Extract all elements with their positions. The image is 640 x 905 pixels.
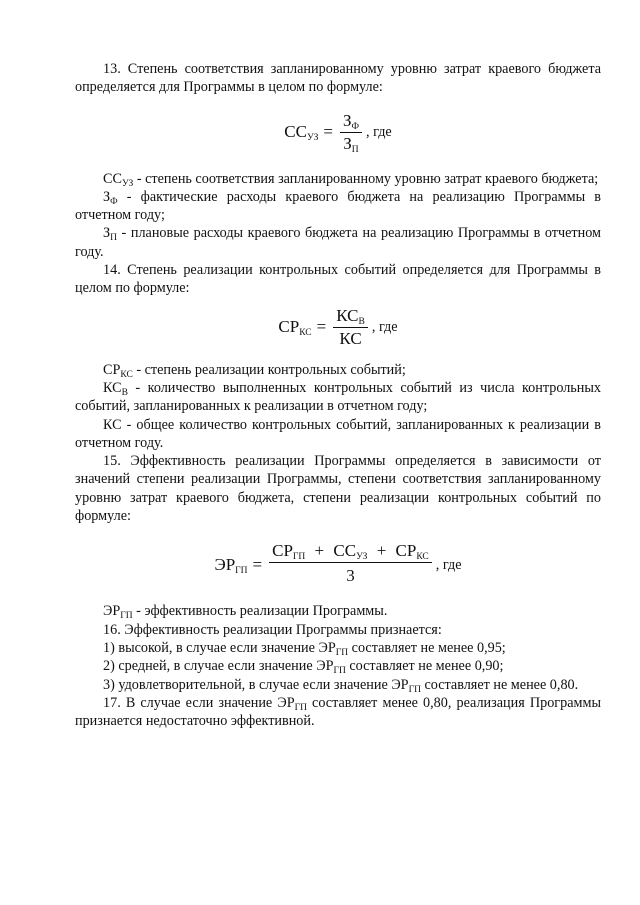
paragraph-14: 14. Степень реализации контрольных событий определяется для Программы в целом по формуле: <box>75 262 601 297</box>
formula-fraction: $\frac{СР_{ГП} + СС_{УЗ} + СР_{КС}}{3}$ <box>269 541 432 588</box>
definition-z-p: $З_П$ - плановые расходы краевого бюджета на реализацию Программы в отчетном году. <box>75 225 601 260</box>
formula-lhs: $СР_{КС}$ <box>278 317 312 339</box>
definition-ss-uz: $СС_{УЗ}$ - степень соответствия запланированному уровню затрат краевого бюджета; <box>103 170 599 189</box>
paragraph-17: 17. В случае если значение $ЭР_{ГП}$ составляет менее 0,80, реализация Программы признается недостаточно эффективной. <box>75 694 601 730</box>
formula-lhs: $ЭР_{ГП}$ <box>214 554 248 576</box>
paragraph-16: 16. Эффективность реализации Программы признается: <box>103 621 442 638</box>
definition-er-gp: $ЭР_{ГП}$ - эффективность реализации Программы. <box>103 603 388 622</box>
document-page <box>75 60 601 730</box>
formula-fraction: $\frac{З_Ф}{З_П}$ <box>340 111 362 154</box>
list-item-satisfactory: 3) удовлетворительной, в случае если значение $ЭР_{ГП}$ составляет не менее 0,80. <box>103 676 579 695</box>
formula-lhs: $СС_{УЗ}$ <box>284 121 319 143</box>
definition-ks-v: $КС_В$ - количество выполненных контрольных событий из числа контрольных событий, запланированных к реализации в отчетном году; <box>75 379 601 415</box>
definition-ks: КС - общее количество контрольных событий, запланированных к реализации в отчетном году. <box>75 416 601 451</box>
formula-fraction: $\frac{КС_В}{КС}$ <box>333 306 368 349</box>
definition-sr-ks: $СР_{КС}$ - степень реализации контрольных событий; <box>103 361 406 380</box>
paragraph-13: 13. Степень соответствия запланированному уровню затрат краевого бюджета определяется для Программы в целом по формуле: <box>75 61 601 96</box>
formula-ss-uz: $СС_{УЗ}$ = $\frac{З_Ф}{З_П}$ , где <box>284 110 392 155</box>
paragraph-15: 15. Эффективность реализации Программы определяется в зависимости от значений степени реализации Программы, степени соответствия запланированному уровню затрат краевого бюджета, степени реализации контрольных событий по формуле: <box>75 453 601 525</box>
list-item-medium: 2) средней, в случае если значение $ЭР_{ГП}$ составляет не менее 0,90; <box>103 658 504 677</box>
formula-er-gp: $ЭР_{ГП}$ = $\frac{СР_{ГП} + СС_{УЗ} + СР_{КС}}{3}$ , где <box>75 541 601 588</box>
list-item-high: 1) высокой, в случае если значение $ЭР_{ГП}$ составляет не менее 0,95; <box>103 639 506 658</box>
definition-z-f: $З_Ф$ - фактические расходы краевого бюджета на реализацию Программы в отчетном году; <box>75 188 601 224</box>
formula-sr-ks: $СР_{КС}$ = $\frac{КС_В}{КС}$ , где <box>278 305 398 348</box>
